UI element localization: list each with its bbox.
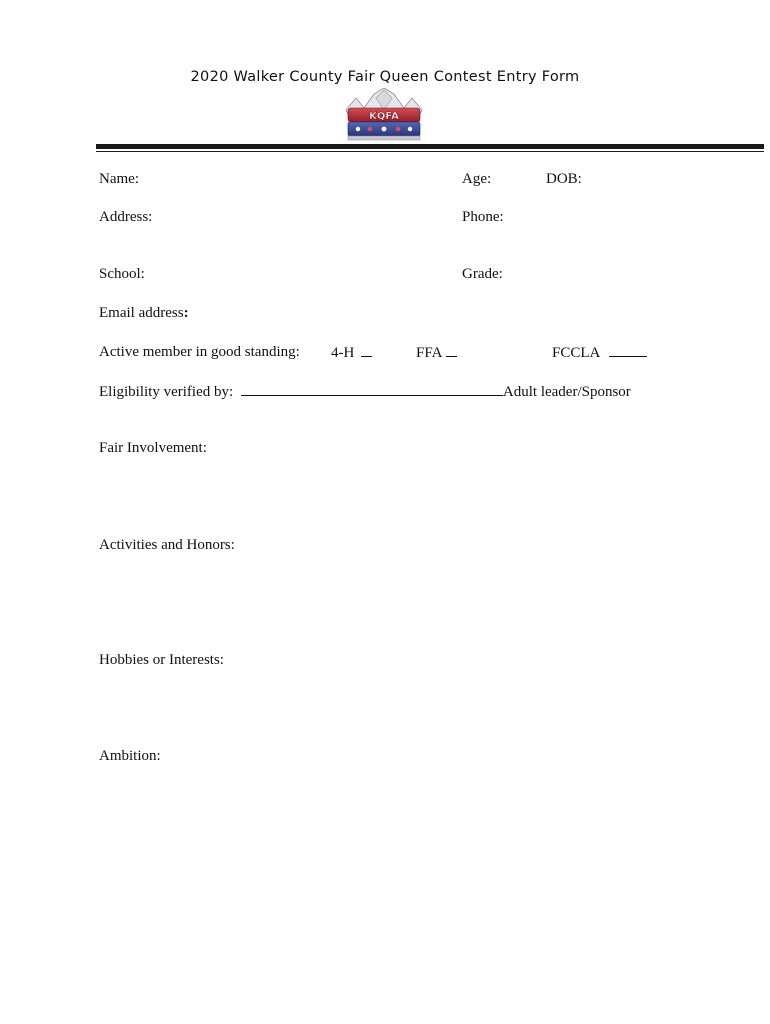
- header-rule-thick: [96, 144, 764, 149]
- fccla-option: [552, 344, 647, 362]
- hobbies-interests-label: Hobbies or Interests:: [99, 652, 224, 668]
- eligibility-label: Eligibility verified by:: [99, 384, 234, 400]
- phone-label: Phone:: [462, 209, 504, 225]
- fccla-label: FCCLA: [552, 345, 600, 361]
- four-h-label: 4-H: [331, 345, 355, 361]
- ffa-blank[interactable]: [446, 344, 457, 357]
- ffa-option: [416, 344, 457, 362]
- email-label-text: Email address: [99, 305, 184, 321]
- name-label: Name:: [99, 171, 139, 187]
- fair-involvement-label: Fair Involvement:: [99, 440, 207, 456]
- header-rule-thin: [96, 151, 764, 152]
- fccla-blank[interactable]: [609, 344, 647, 357]
- activities-honors-label: Activities and Honors:: [99, 537, 235, 553]
- ambition-label: Ambition:: [99, 748, 161, 764]
- ffa-label: FFA: [416, 345, 442, 361]
- crown-logo-icon: [342, 88, 426, 144]
- four-h-blank[interactable]: [361, 344, 372, 357]
- eligibility-signature-blank[interactable]: [241, 383, 503, 396]
- email-label-colon: :: [183, 305, 189, 321]
- active-member-label: Active member in good standing:: [99, 344, 300, 360]
- crown-logo-text: KQFA: [369, 111, 399, 122]
- four-h-option: [331, 344, 372, 362]
- adult-leader-label: Adult leader/Sponsor: [502, 384, 631, 400]
- form-title: 2020 Walker County Fair Queen Contest Entry Form: [190, 69, 580, 85]
- grade-label: Grade:: [462, 266, 503, 282]
- age-label: Age:: [462, 171, 492, 187]
- email-label: [99, 305, 189, 322]
- eligibility-row: [99, 383, 631, 401]
- dob-label: DOB:: [546, 171, 582, 187]
- school-label: School:: [99, 266, 145, 282]
- address-label: Address:: [99, 209, 153, 225]
